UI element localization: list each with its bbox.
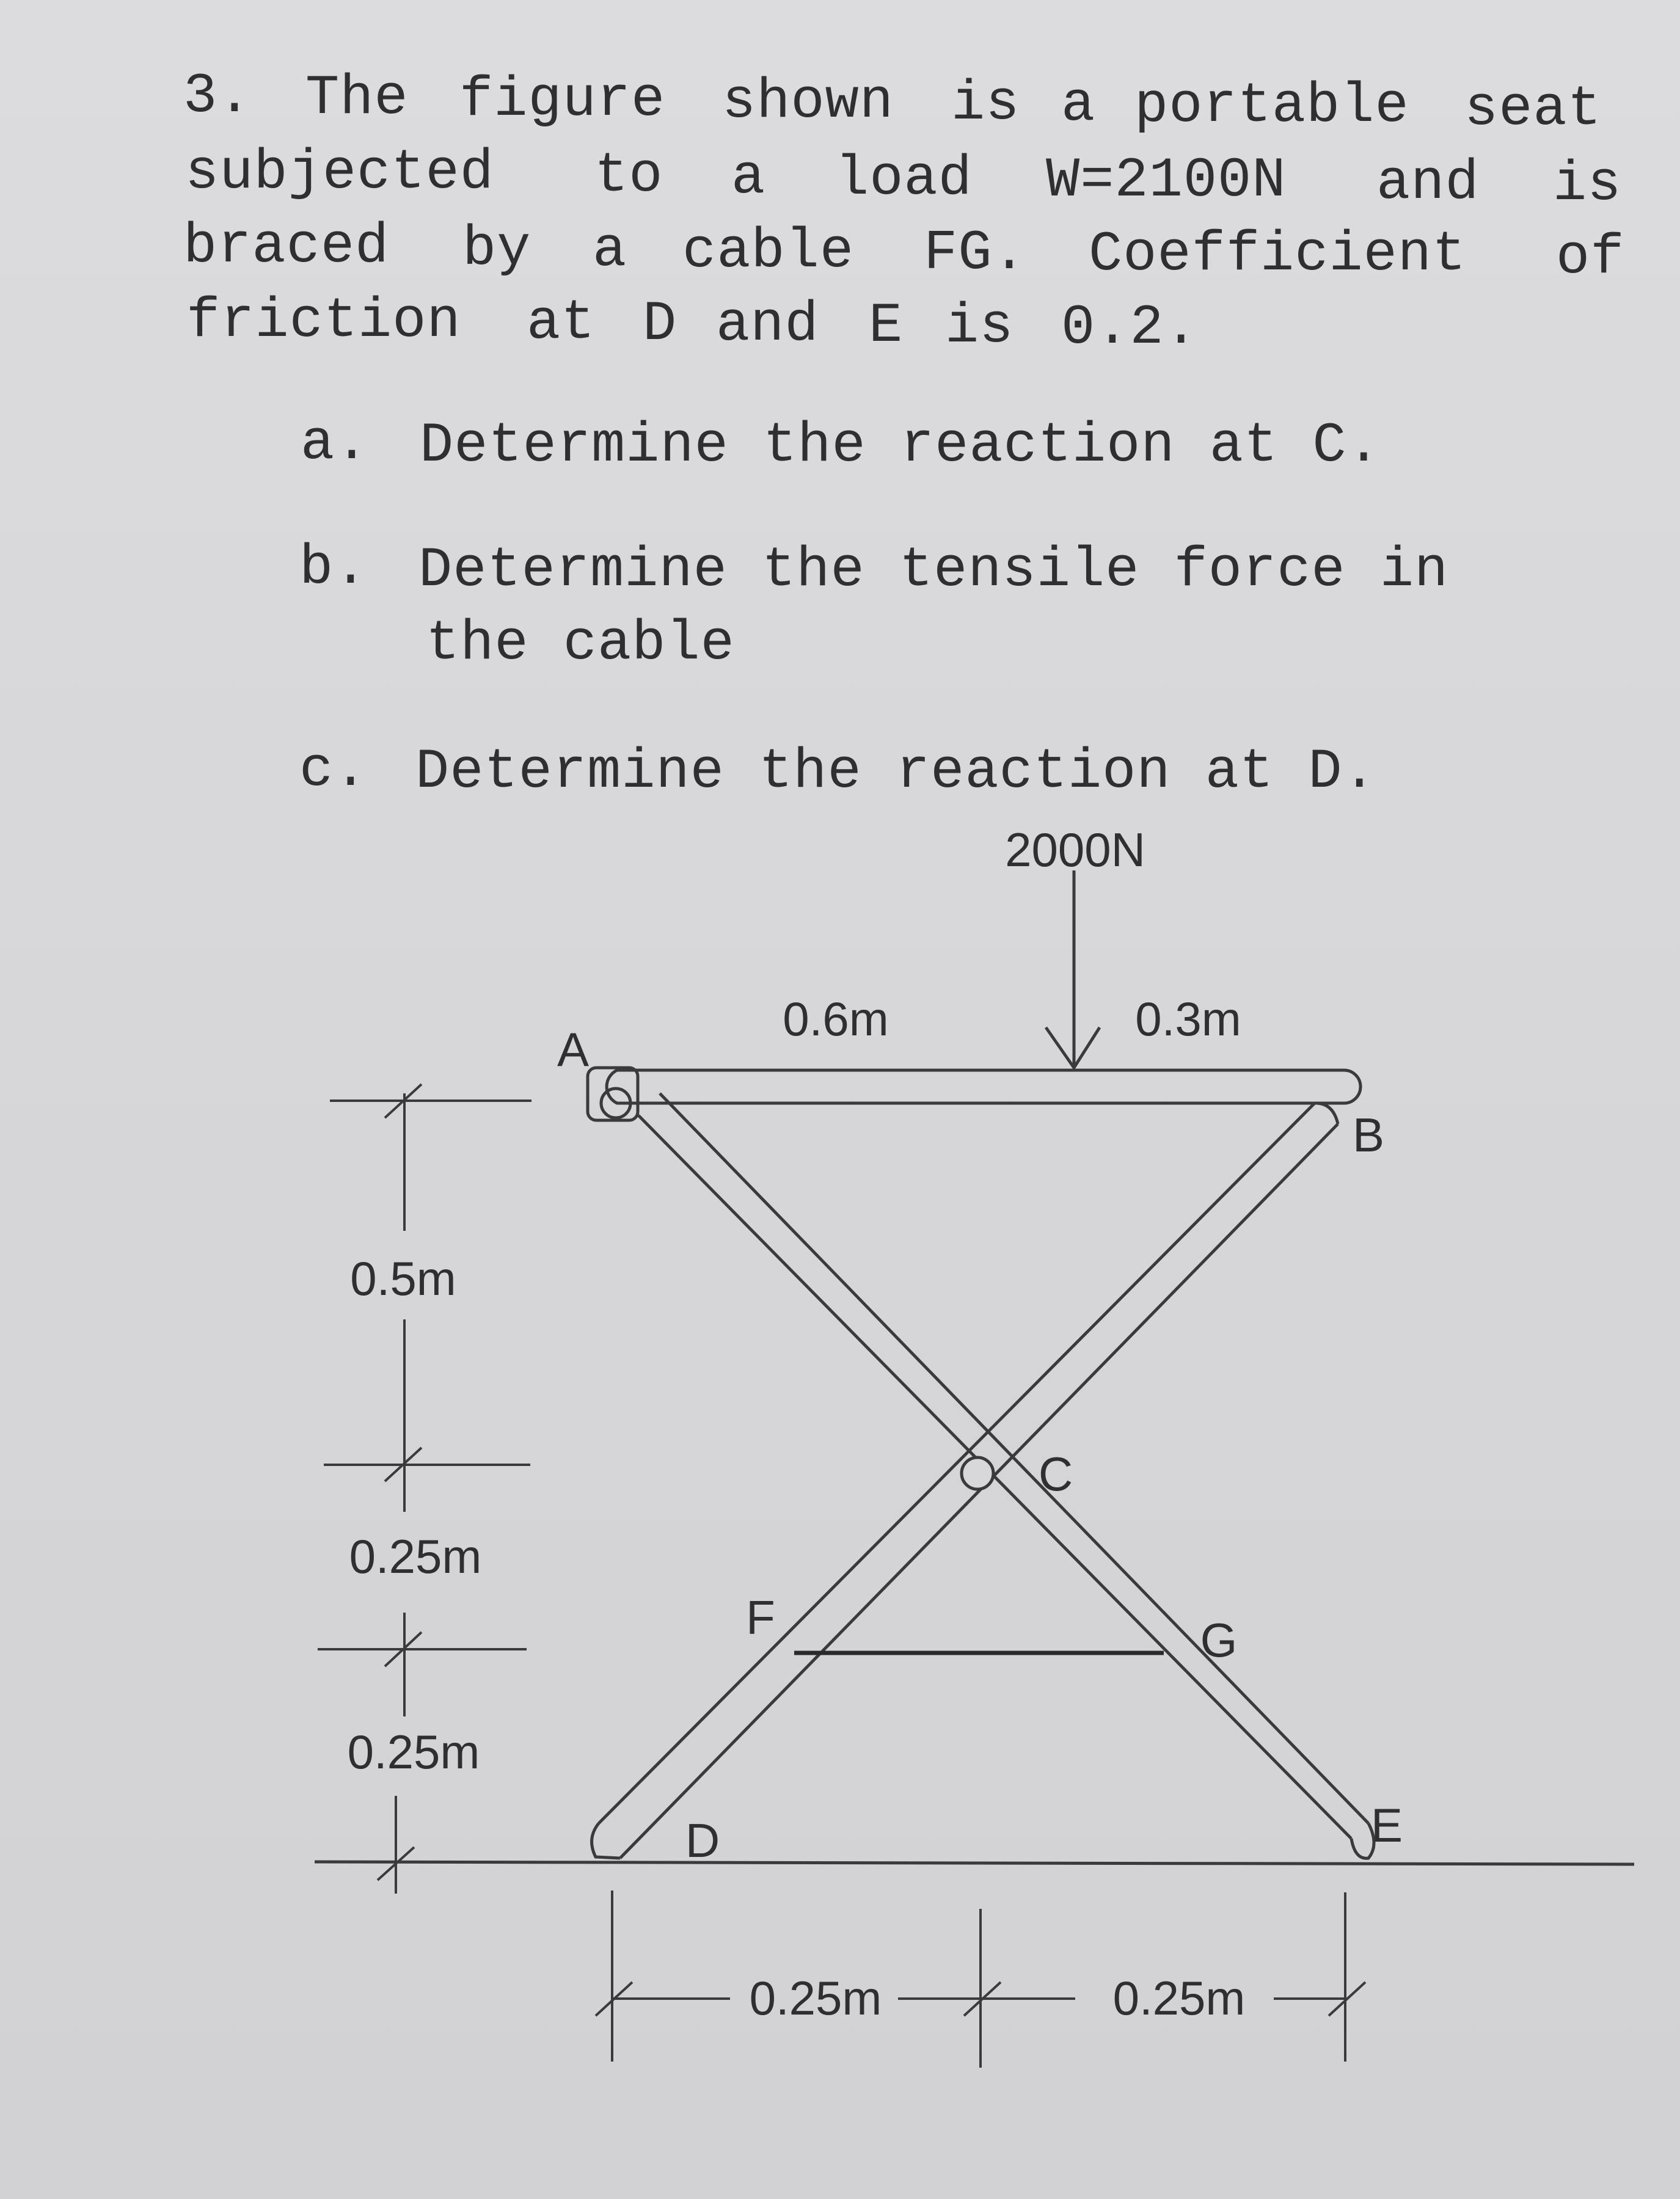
statement-word: a xyxy=(593,218,627,282)
statement-word: a xyxy=(731,145,766,210)
statement-word: D xyxy=(643,292,677,356)
statement-word: seat xyxy=(1464,77,1602,141)
problem-number: 3. xyxy=(183,64,252,128)
leg-ae xyxy=(638,1093,1374,1858)
part-a-text: Determine the reaction at C. xyxy=(420,414,1381,478)
part-b-text: Determine the tensile force in xyxy=(418,538,1449,602)
statement-word: Coefficient xyxy=(1089,222,1467,286)
dim-left-lower-label: 0.25m xyxy=(347,1725,480,1779)
part-a-marker: a. xyxy=(301,411,370,475)
statement-word: load xyxy=(835,147,973,211)
point-b-label: B xyxy=(1352,1108,1385,1162)
statement-word: at xyxy=(527,291,596,355)
load-label: 2000N xyxy=(1005,823,1145,877)
statement-word: E xyxy=(869,294,904,358)
point-c-label: C xyxy=(1038,1447,1073,1501)
statement-word: subjected xyxy=(185,140,494,205)
dim-top-right-label: 0.3m xyxy=(1135,992,1241,1046)
dim-left-upper-label: 0.5m xyxy=(350,1252,456,1305)
statement-word: figure xyxy=(459,68,666,132)
part-b-marker: b. xyxy=(299,536,368,600)
point-a-label: A xyxy=(557,1023,590,1076)
dim-bottom-left-label: 0.25m xyxy=(749,1971,882,2025)
dim-left-middle-label: 0.25m xyxy=(349,1530,482,1583)
point-f-label: F xyxy=(746,1591,775,1644)
statement-word: to xyxy=(594,144,663,208)
statement-word: and xyxy=(716,293,819,357)
ground-line xyxy=(315,1862,1634,1864)
bottom-dimension-lines xyxy=(596,1891,1365,2068)
statement-word: portable xyxy=(1134,74,1409,138)
dim-bottom-right-label: 0.25m xyxy=(1112,1971,1246,2025)
statement-word: The xyxy=(305,66,409,130)
statement-word: is xyxy=(1553,152,1622,216)
statement-word: a xyxy=(1061,73,1096,137)
part-c-marker: c. xyxy=(299,738,368,802)
part-b-text-continued: the cable xyxy=(426,611,735,676)
statement-word: W=2100N xyxy=(1046,148,1287,213)
statement-word: friction xyxy=(186,289,461,353)
statement-word: braced xyxy=(183,214,390,279)
statement-word: and xyxy=(1376,151,1480,215)
statement-word: of xyxy=(1556,225,1625,290)
point-d-label: D xyxy=(685,1814,720,1867)
statement-word: is xyxy=(951,71,1020,136)
point-e-label: E xyxy=(1370,1798,1403,1852)
statement-word: is xyxy=(945,294,1014,359)
statement-word: shown xyxy=(722,70,894,134)
statement-word: 0.2. xyxy=(1061,296,1199,360)
seat-bar-ab xyxy=(588,1068,1360,1120)
pin-c xyxy=(962,1457,993,1489)
statement-word: by xyxy=(462,217,531,281)
load-arrow xyxy=(1046,870,1100,1068)
statement-word: cable xyxy=(682,219,855,283)
statement-word: FG. xyxy=(924,221,1027,285)
dim-top-left-label: 0.6m xyxy=(783,992,889,1046)
point-g-label: G xyxy=(1200,1613,1238,1667)
part-c-text: Determine the reaction at D. xyxy=(415,740,1377,804)
